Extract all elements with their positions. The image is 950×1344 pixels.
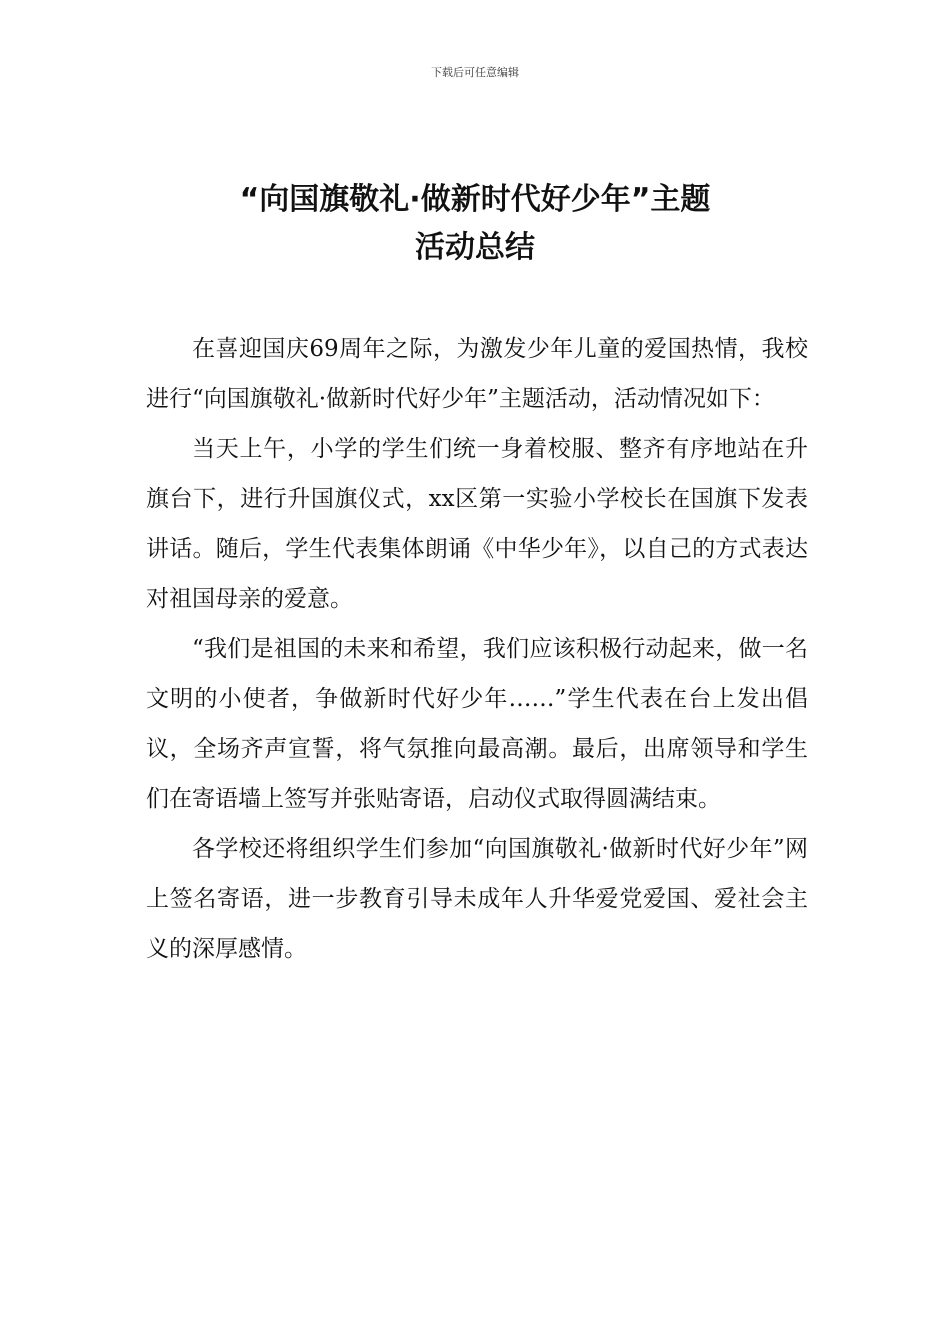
document-title bbox=[0, 176, 950, 272]
paragraph-3: “我们是祖国的未来和希望，我们应该积极行动起来，做一名文明的小使者，争做新时代好少年……”学生代表在台上发出倡议，全场齐声宣誓，将气氛推向最高潮。最后，出席领导和学生们在寄语墙上签写并张贴寄语，启动仪式取得圆满结束。 bbox=[146, 636, 808, 812]
paragraph-2: 当天上午，小学的学生们统一身着校服、整齐有序地站在升旗台下，进行升国旗仪式，xx区第一实验小学校长在国旗下发表讲话。随后，学生代表集体朗诵《中华少年》，以自己的方式表达对祖国母亲的爱意。 bbox=[146, 436, 808, 612]
title-line-2: 活动总结 bbox=[415, 230, 535, 265]
header-note: 下载后可任意编辑 bbox=[431, 66, 519, 79]
paragraph-1: 在喜迎国庆69周年之际，为激发少年儿童的爱国热情，我校进行“向国旗敬礼·做新时代好少年”主题活动，活动情况如下： bbox=[146, 336, 808, 412]
title-line-1: “向国旗敬礼·做新时代好少年”主题 bbox=[239, 182, 711, 217]
paragraph-4: 各学校还将组织学生们参加“向国旗敬礼·做新时代好少年”网上签名寄语，进一步教育引导未成年人升华爱党爱国、爱社会主义的深厚感情。 bbox=[146, 836, 808, 962]
document-body bbox=[146, 324, 808, 974]
